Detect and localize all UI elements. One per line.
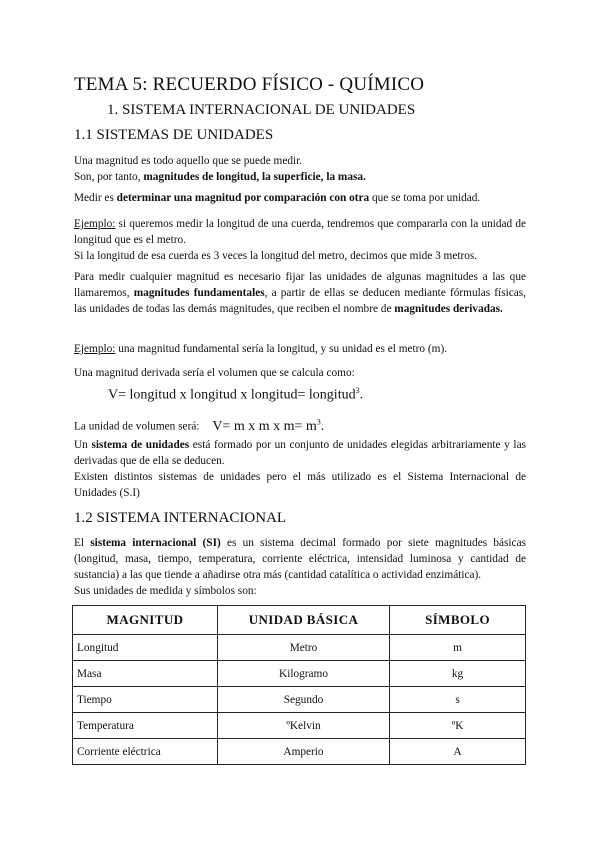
paragraph-magnitudes-fundamentales (74, 269, 526, 317)
formula-volumen (108, 386, 363, 404)
text-line: Sus unidades de medida y símbolos son: (74, 585, 257, 597)
text-line: La unidad de volumen será: (74, 420, 200, 433)
si-units-table (72, 605, 526, 765)
text-line: Un (74, 439, 92, 451)
text-line: , a partir de ellas se deducen mediante fórmulas físicas, las unidades de todas las demás magnitudes, que reciben el nombre de (74, 287, 526, 315)
formula-text: V= longitud x longitud x longitud= longitud (108, 387, 356, 403)
cell-unidad: Kilogramo (217, 661, 389, 687)
cell-simbolo: m (390, 635, 526, 661)
cell-unidad: ºKelvin (217, 713, 389, 739)
formula-text: V= m x m x m= m (212, 418, 317, 434)
subsection-heading-1-1: 1.1 SISTEMAS DE UNIDADES (74, 127, 274, 143)
bold-text: magnitudes derivadas. (394, 303, 503, 315)
column-header-unidad: UNIDAD BÁSICA (217, 606, 389, 635)
cell-magnitud: Temperatura (73, 713, 218, 739)
bold-text: magnitudes de longitud, la superficie, la masa. (143, 171, 366, 183)
text-line: Si la longitud de esa cuerda es 3 veces la longitud del metro, decimos que mide 3 metros. (74, 250, 478, 262)
formula-unidad-volumen (212, 419, 324, 434)
section-heading-1: 1. SISTEMA INTERNACIONAL DE UNIDADES (107, 102, 416, 118)
text-line: si queremos medir la longitud de una cuerda, tendremos que compararla con la unidad de longitud que es el metro. (74, 218, 526, 246)
text-line: que se toma por unidad. (369, 192, 481, 204)
paragraph-medir (74, 190, 480, 206)
cell-unidad: Segundo (217, 687, 389, 713)
text-line: está formado por un conjunto de unidades elegidas arbitrariamente y las derivadas que de ella se deducen. (74, 439, 526, 467)
cell-unidad: Amperio (217, 739, 389, 765)
text-line: Para medir cualquier magnitud es necesario fijar las unidades de algunas magnitudes a las que llamaremos, (74, 271, 526, 299)
table-row (73, 739, 526, 765)
formula-end: . (320, 418, 325, 434)
page-title: TEMA 5: RECUERDO FÍSICO - QUÍMICO (74, 74, 425, 95)
text-line: Una magnitud es todo aquello que se puede medir. (74, 155, 303, 167)
cell-simbolo: ºK (390, 713, 526, 739)
cell-unidad: Metro (217, 635, 389, 661)
cell-magnitud: Longitud (73, 635, 218, 661)
text-line: Medir es (74, 192, 117, 204)
table-row (73, 713, 526, 739)
table-row (73, 635, 526, 661)
paragraph-ejemplo-1 (74, 216, 526, 264)
bold-text: determinar una magnitud por comparación con otra (116, 192, 370, 204)
cell-simbolo: kg (390, 661, 526, 687)
table-row (73, 661, 526, 687)
formula-end: . (359, 387, 364, 403)
bold-text: magnitudes fundamentales (133, 287, 265, 299)
cell-simbolo: s (390, 687, 526, 713)
text-line: una magnitud fundamental sería la longitud, y su unidad es el metro (m). (115, 343, 448, 355)
paragraph-unidad-volumen (74, 414, 324, 435)
formula-exponent: 3 (316, 417, 321, 426)
paragraph-sistema-unidades (74, 437, 526, 501)
paragraph-volumen: Una magnitud derivada sería el volumen que se calcula como: (74, 367, 355, 379)
paragraph-si (74, 535, 526, 599)
subsection-heading-1-2: 1.2 SISTEMA INTERNACIONAL (74, 510, 287, 526)
cell-magnitud: Masa (73, 661, 218, 687)
paragraph-ejemplo-2 (74, 341, 447, 357)
table-header-row (73, 606, 526, 635)
example-label: Ejemplo: (74, 343, 116, 355)
text-line: Existen distintos sistemas de unidades pero el más utilizado es el Sistema Internacional de Unidades (S.I) (74, 471, 526, 499)
cell-magnitud: Corriente eléctrica (73, 739, 218, 765)
text-line: es un sistema decimal formado por siete magnitudes básicas (longitud, masa, tiempo, temperatura, corriente eléctrica, intensidad luminosa y cantidad de sustancia) a las que tiende a añadirse otra más (cantidad catalítica o actividad enzimática). (74, 537, 526, 581)
paragraph-magnitud-def (74, 153, 366, 185)
column-header-simbolo: SÍMBOLO (390, 606, 526, 635)
example-label: Ejemplo: (74, 218, 116, 230)
cell-magnitud: Tiempo (73, 687, 218, 713)
table-row (73, 687, 526, 713)
bold-text: sistema de unidades (91, 439, 190, 451)
column-header-magnitud: MAGNITUD (73, 606, 218, 635)
text-line: Son, por tanto, (74, 171, 144, 183)
cell-simbolo: A (390, 739, 526, 765)
bold-text: sistema internacional (SI) (90, 537, 221, 549)
text-line: El (74, 537, 91, 549)
formula-exponent: 3 (355, 386, 360, 395)
